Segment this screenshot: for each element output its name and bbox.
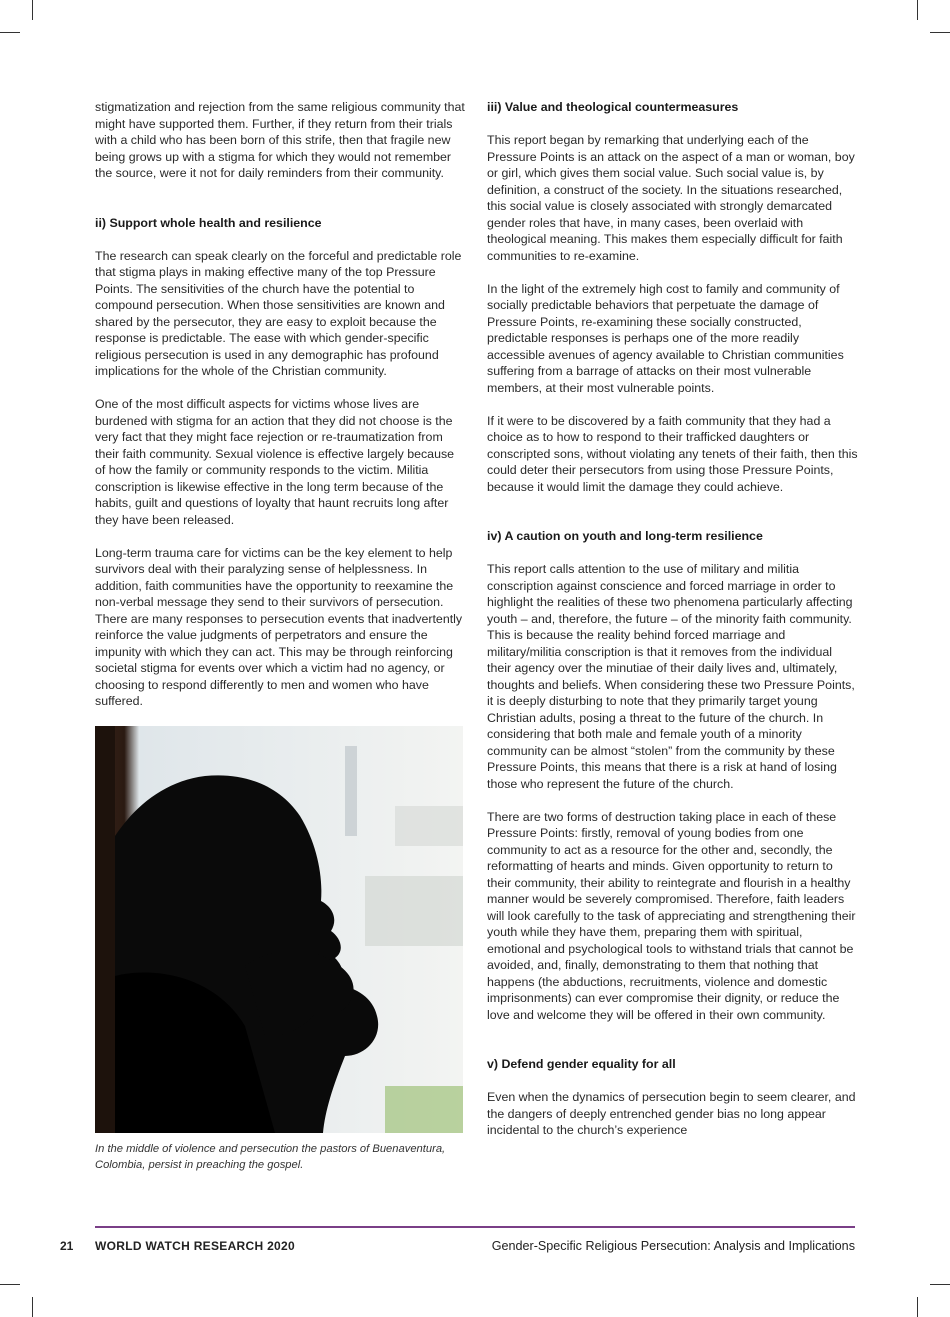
paragraph: stigmatization and rejection from the same religious community that might have supported them. Further, if they return from their trials with a child who has been born of this strife, then that fragile new being grows up with a stigma for which they would not remember the source, were it not for daily reminders from their community.: [95, 100, 465, 180]
pastor-silhouette-image: [95, 726, 463, 1133]
crop-mark: [930, 32, 950, 33]
left-column: [95, 99, 467, 1173]
paragraph: Long-term trauma care for victims can be the key element to help survivors deal with their paralyzing sense of helplessness. In addition, faith communities have the opportunity to reexamine the non-verbal message they send to their survivors of persecution. There are many responses to persecution events that inadvertently reinforce the value judgments of perpetrators and ensure the impunity with which they can act. This may be through reinforcing societal stigma for events over which a victim had no agency, or choosing to respond differently to men and women who have suffered.: [95, 545, 463, 708]
paragraph: One of the most difficult aspects for victims whose lives are burdened with stigma for an action that they did not choose is the very fact that they might face rejection or re-traumatization from their faith community. Sexual violence is effective largely because of how the family or community responds to the victim. Militia conscription is likewise effective in the long term because of the habits, guilt and questions of loyalty that haunt recruits long after they have been released.: [95, 397, 455, 527]
crop-mark: [32, 1297, 33, 1317]
paragraph: There are two forms of destruction taking place in each of these Pressure Points: firstly, removal of young bodies from one community to act as a resource for the other and, secondly, the reformatting of hearts and minds. Given opportunity to return to their community, their ability to reintegrate and flourish in a healthy manner would be severely compromised. Therefore, faith leaders will look carefully to the task of appreciating and strengthening their youth while they have them, preparing them with spiritual, emotional and psychological tools to withstand trials that cannot be avoided, and, finally, demonstrating to them that nothing that happens (the abductions, recruitments, violence and domestic imprisonments) can ever compromise their dignity, or reduce the love and welcome they will be offered in their own community.: [487, 809, 856, 1022]
crop-mark: [917, 1297, 918, 1317]
paragraph: In the light of the extremely high cost to family and community of socially predictable behaviors that perpetuate the damage of Pressure Points, re-examining these socially constructed, predictable responses is perhaps one of the more readily accessible avenues of agency available to Christian communities suffering from a barrage of attacks on their most vulnerable members, at their most vulnerable points.: [487, 281, 844, 395]
footer-divider: [95, 1226, 855, 1228]
right-column: [487, 99, 859, 1155]
crop-mark: [0, 32, 20, 33]
photo-caption: In the middle of violence and persecution the pastors of Buenaventura, Colombia, persist in preaching the gospel.: [95, 1143, 446, 1171]
section-heading: v) Defend gender equality for all: [487, 1057, 676, 1071]
paragraph: If it were to be discovered by a faith community that they had a choice as to how to respond to their trafficked daughters or conscripted sons, without violating any tenets of their faith, then this could deter their persecutors from using those Pressure Points, because it would limit the damage they could achieve.: [487, 413, 858, 494]
crop-mark: [930, 1284, 950, 1285]
section-heading: ii) Support whole health and resilience: [95, 215, 322, 230]
section-heading: iii) Value and theological countermeasures: [487, 100, 739, 114]
paragraph: This report calls attention to the use of military and militia conscription against conscience and forced marriage in order to highlight the realities of these two phenomena particularly affecting youth – and, therefore, the future – of the minority faith community. This is because the reality behind forced marriage and military/militia conscription is that it removes from the individual their agency over the minutiae of their daily lives and, ultimately, thoughts and beliefs. When considering these two Pressure Points, it is deeply disturbing to note that they primarily target young Christian adults, posing a threat to the future of the church. In considering that both male and female youth of a minority community can be almost “stolen” from the community by these Pressure Points, this means that there is a risk at hand of losing those who represent the future of the church.: [487, 562, 855, 791]
section-heading: iv) A caution on youth and long-term resilience: [487, 529, 763, 543]
silhouette-photo: [95, 726, 463, 1133]
paragraph: Even when the dynamics of persecution begin to seem clearer, and the dangers of deeply entrenched gender bias no long appear incidental to the church’s experience: [487, 1090, 856, 1137]
page-number: 21: [60, 1239, 74, 1253]
paragraph: This report began by remarking that underlying each of the Pressure Points is an attack on the aspect of a man or woman, boy or girl, which gives them social value. Such social value is, by definition, a construct of the society. In the situations researched, this social value is closely associated with strongly demarcated gender roles that have, in many cases, been overlaid with theological meaning. This makes them especially difficult for faith communities to re-examine.: [487, 133, 855, 263]
document-title: Gender-Specific Religious Persecution: Analysis and Implications: [491, 1239, 855, 1253]
crop-mark: [32, 0, 33, 20]
paragraph: The research can speak clearly on the forceful and predictable role that stigma plays in making effective many of the top Pressure Points. The sensitivities of the church have the potential to compound persecution. When those sensitivities are known and shared by the persecutor, they are easy to exploit because the response is predictable. The ease with which gender-specific religious persecution is used in any demographic has profound implications for the whole of the Christian community.: [95, 248, 462, 378]
crop-mark: [917, 0, 918, 20]
crop-mark: [0, 1284, 20, 1285]
publication-title: WORLD WATCH RESEARCH 2020: [95, 1239, 295, 1253]
